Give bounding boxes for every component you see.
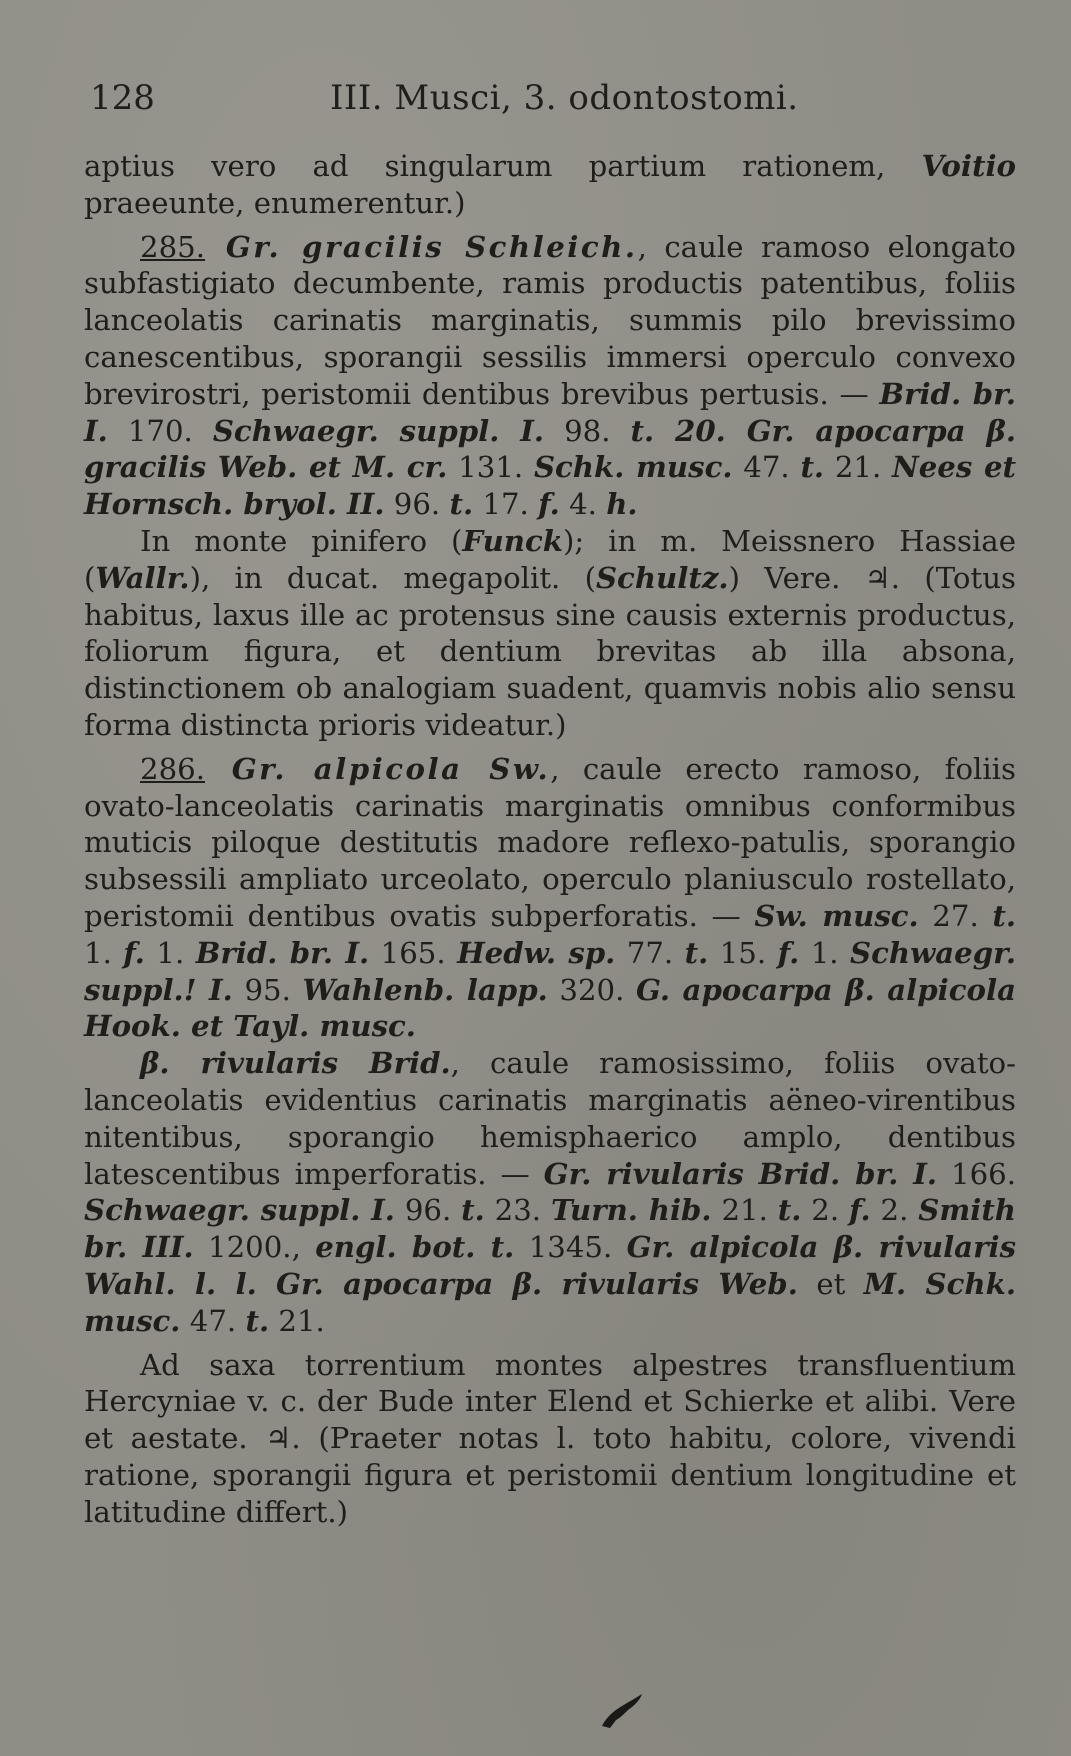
variety-description: , caule ramosissimo, foliis ovato-lanceolatis evidentius carinatis marginatis aëneo-virentibus nitentibus, sporangio hemisphaerico amplo, dentibus latescentibus imperforatis. — — [84, 1046, 1016, 1191]
reference: G. apocarpa β. alpicola Hook. et Tayl. musc. — [84, 972, 1016, 1044]
reference: t. 20. Gr. apocarpa β. gracilis Web. et M. cr. — [84, 413, 1016, 485]
reference: engl. bot. t. — [315, 1230, 515, 1265]
text-run: ) Vere. ♃. (Totus habitus, laxus ille ac protensus sine causis externis productus, foliorum figura, et dentium brevitas ab illa absona, distinctionem ob analogiam suadent, quamvis nobis alio sensu forma distincta prioris videatur.) — [84, 560, 1016, 742]
species-name: Gr. gracilis Schleich. — [205, 229, 638, 264]
reference: f. — [538, 487, 560, 522]
text-run: 320. — [547, 972, 636, 1007]
reference: t. — [449, 487, 474, 522]
reference: Hedw. sp. — [457, 935, 616, 970]
reference: f. — [123, 935, 145, 970]
reference: M. Schk. musc. — [84, 1266, 1016, 1338]
text-run: 47. — [180, 1303, 246, 1338]
reference: Schwaegr. suppl. I. — [84, 1193, 395, 1228]
text-run: 131. — [447, 450, 534, 485]
variety-entry-beta — [84, 1045, 1016, 1339]
text-run: 1. — [144, 935, 196, 970]
reference: Schwaegr. suppl. I. — [212, 413, 545, 448]
text-run: 21. — [711, 1193, 778, 1228]
paragraph-continuation — [84, 148, 1016, 222]
reference: t. — [245, 1303, 270, 1338]
text-run: 96. — [384, 487, 450, 522]
reference: Wahlenb. lapp. — [302, 972, 548, 1007]
reference: Schwaegr. suppl.! I. — [84, 935, 1016, 1007]
text-run: 17. — [473, 487, 539, 522]
text-run: In monte pinifero ( — [140, 523, 463, 558]
reference: h. — [606, 487, 638, 522]
habitat-note-285 — [84, 523, 1016, 744]
reference: Brid. br. I. — [84, 376, 1016, 448]
text-run: 166. — [937, 1156, 1016, 1191]
ink-blot-mark — [598, 1690, 646, 1730]
reference: t. — [777, 1193, 802, 1228]
page-number: 128 — [90, 78, 155, 118]
text-run: 165. — [369, 935, 458, 970]
text-run: ); in m. Meissnero Hassiae ( — [84, 523, 1016, 595]
reference: Schk. musc. — [533, 450, 733, 485]
text-run: 2. — [801, 1193, 849, 1228]
variety-name: β. rivularis Brid. — [140, 1046, 451, 1081]
reference: t. — [992, 898, 1016, 933]
species-name: Gr. alpicola Sw. — [205, 751, 551, 786]
reference: f. — [777, 935, 800, 970]
species-entry-285 — [84, 229, 1016, 523]
text-run: praeeunte, enumerentur.) — [84, 185, 466, 220]
habitat-note-286 — [84, 1347, 1016, 1531]
text-run: 4. — [559, 487, 607, 522]
text-run: 1. — [84, 935, 124, 970]
text-run: 98. — [544, 413, 631, 448]
text-run: 96. — [394, 1193, 462, 1228]
text-run: 170. — [107, 413, 213, 448]
text-run: 47. — [732, 450, 801, 485]
text-run: 95. — [232, 972, 303, 1007]
running-title: III. Musci, 3. odontostomi. — [330, 78, 799, 118]
species-number: 285. — [140, 229, 205, 264]
text-run: 21. — [824, 450, 893, 485]
text-run: aptius vero ad singularum partium rationem, — [84, 149, 922, 183]
reference: Gr. alpicola β. rivularis Wahl. l. l. Gr. apocarpa β. rivularis Web. — [84, 1230, 1016, 1301]
running-header — [90, 72, 990, 122]
species-entry-286 — [84, 751, 1016, 1045]
collector-name: Schultz. — [595, 560, 729, 595]
reference: Sw. musc. — [754, 898, 919, 933]
reference: t. — [461, 1193, 485, 1228]
species-description: , caule ramoso elongato subfastigiato decumbente, ramis productis patentibus, foliis lanceolatis carinatis marginatis, summis pilo brevissimo canescentibus, sporangii sessilis immersi operculo convexo brevirostri, peristomii dentibus brevibus pertusis. — — [84, 229, 1016, 411]
reference: Turn. hib. — [550, 1193, 712, 1228]
collector-name: Funck — [462, 523, 564, 558]
author-name: Voitio — [921, 149, 1016, 183]
text-run: Ad saxa torrentium montes alpestres transfluentium Hercyniae v. c. der Bude inter Elend et Schierke et alibi. Vere et aestate. ♃. (Praeter notas l. toto habitu, colore, vivendi ratione, sporangii figura et peristomii dentium longitudine et latitudine differt.) — [84, 1347, 1016, 1529]
reference: Gr. rivularis Brid. br. I. — [543, 1156, 938, 1191]
text-run: 27. — [918, 898, 993, 933]
reference: Smith br. III. — [84, 1193, 1017, 1265]
reference: f. — [849, 1193, 871, 1228]
reference: Brid. br. I. — [195, 935, 370, 970]
text-run: et — [797, 1266, 864, 1301]
reference: t. — [800, 450, 825, 485]
text-run: 1200., — [193, 1230, 316, 1265]
reference: t. — [684, 935, 709, 970]
species-description: , caule erecto ramoso, foliis ovato-lanceolatis carinatis marginatis omnibus conformibus muticis piloque destitutis madore reflexo-patulis, sporangio subsessili ampliato urceolato, operculo planiusculo rostellato, peristomii dentibus ovatis subperforatis. — — [84, 751, 1016, 933]
text-run: 21. — [269, 1303, 325, 1338]
text-run: 15. — [708, 935, 778, 970]
text-run: 2. — [870, 1193, 919, 1228]
species-number: 286. — [140, 751, 205, 786]
text-run: 1. — [799, 935, 851, 970]
text-run: 1345. — [514, 1230, 627, 1265]
reference: Nees et Hornsch. bryol. II. — [84, 450, 1016, 522]
text-run: 23. — [484, 1193, 551, 1228]
collector-name: Wallr. — [95, 560, 190, 595]
text-run: 77. — [615, 935, 685, 970]
text-run: ), in ducat. megapolit. ( — [189, 560, 596, 595]
page-body — [84, 148, 1016, 1530]
